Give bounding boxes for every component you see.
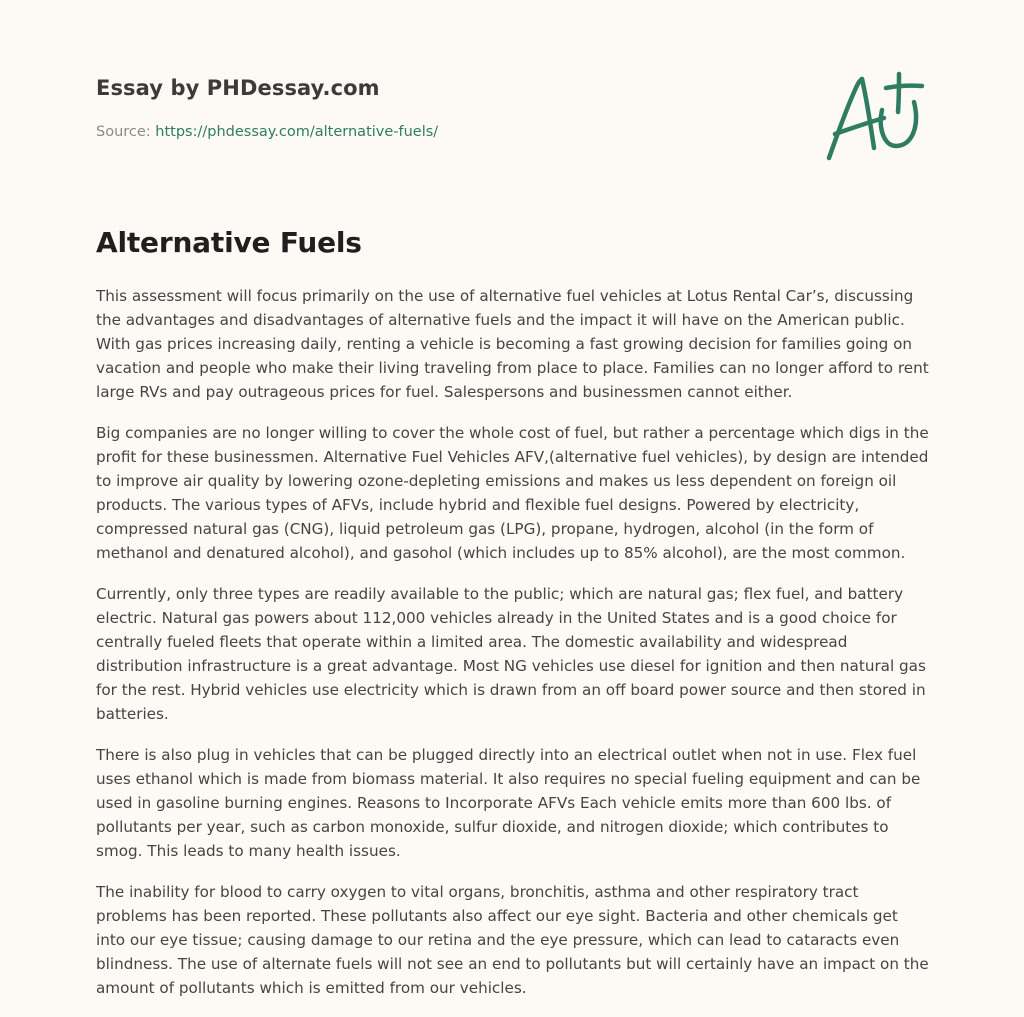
source-line — [96, 124, 438, 140]
essay-paragraph: The inability for blood to carry oxygen to vital organs, bronchitis, asthma and other respiratory tract problems has been reported. These pollutants also affect our eye sight. Bacteria and other chemicals get into our eye tissue; causing damage to our retina and the eye pressure, which can lead to cataracts even blindness. The use of alternate fuels will not see an end to pollutants but will certainly have an impact on the amount of pollutants which is emitted from our vehicles. — [96, 883, 929, 997]
essay-paragraph: Big companies are no longer willing to cover the whole cost of fuel, but rather a percentage which digs in the profit for these businessmen. Alternative Fuel Vehicles AFV,(alternative fuel vehicles), by design are intended to improve air quality by lowering ozone-depleting emissions and makes us less dependent on foreign oil products. The various types of AFVs, include hybrid and flexible fuel designs. Powered by electricity, compressed natural gas (CNG), liquid petroleum gas (LPG), propane, hydrogen, alcohol (in the form of methanol and denatured alcohol), and gasohol (which includes up to 85% alcohol), are the most common. — [96, 424, 929, 562]
essay-paragraph: This assessment will focus primarily on the use of alternative fuel vehicles at Lotus Rental Car’s, discussing the advantages and disadvantages of alternative fuels and the impact it will have on the American public. With gas prices increasing daily, renting a vehicle is becoming a fast growing decision for families going on vacation and people who make their living traveling from place to place. Families can no longer afford to rent large RVs and pay outrageous prices for fuel. Salespersons and businessmen cannot either. — [96, 287, 929, 401]
source-label: Source: — [96, 124, 156, 140]
source-link[interactable]: https://phdessay.com/alternative-fuels/ — [155, 124, 439, 140]
page-header — [96, 76, 936, 140]
essay-paragraph: Currently, only three types are readily available to the public; which are natural gas; flex fuel, and battery electric. Natural gas powers about 112,000 vehicles already in the United States and is a good choice for centrally fueled fleets that operate within a limited area. The domestic availability and widespread distribution infrastructure is a great advantage. Most NG vehicles use diesel for ignition and then natural gas for the rest. Hybrid vehicles use electricity which is drawn from an off board power source and then stored in batteries. — [96, 585, 926, 723]
essay-title: Alternative Fuels — [96, 226, 362, 259]
a-plus-logo-icon — [822, 66, 930, 164]
essay-paragraph: There is also plug in vehicles that can be plugged directly into an electrical outlet when not in use. Flex fuel uses ethanol which is made from biomass material. It also requires no special fueling equipment and can be used in gasoline burning engines. Reasons to Incorporate AFVs Each vehicle emits more than 600 lbs. of pollutants per year, such as carbon monoxide, sulfur dioxide, and nitrogen dioxide; which contributes to smog. This leads to many health issues. — [96, 746, 921, 860]
site-brand: Essay by PHDessay.com — [96, 76, 380, 100]
essay-body — [96, 284, 930, 1017]
